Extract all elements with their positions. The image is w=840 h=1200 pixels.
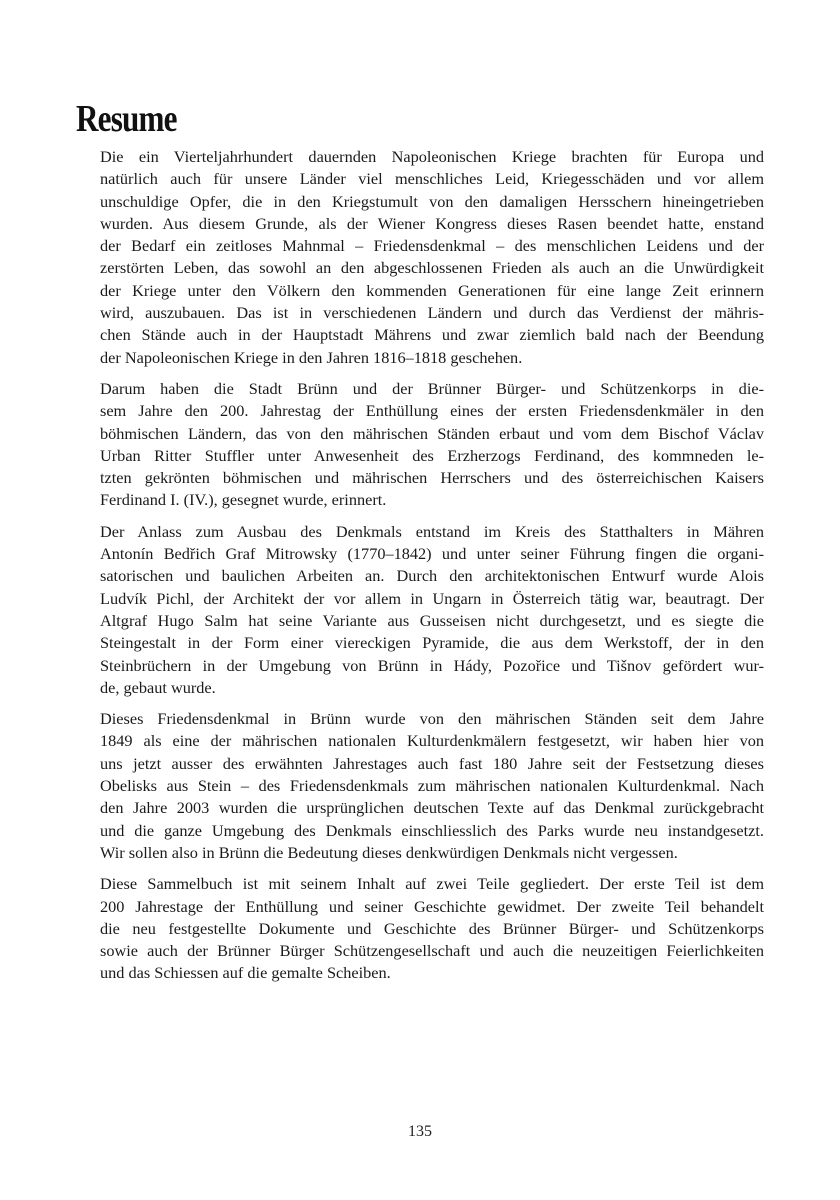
text-line: sem Jahre den 200. Jahrestag der Enthüllung eines der ersten Friedensdenkmäler in den [100, 401, 764, 421]
text-line: und das Schiessen auf die gemalte Scheiben. [100, 963, 391, 983]
text-line: chen Stände auch in der Hauptstadt Mährens und zwar ziemlich bald nach der Beendung [100, 325, 764, 345]
text-line: Steinbrüchern in der Umgebung von Brünn in Hády, Pozořice und Tišnov gefördert wur- [100, 655, 764, 675]
text-line: wird, auszubauen. Das ist in verschiedenen Ländern und durch das Verdienst der mähris- [100, 303, 764, 323]
text-line: den Jahre 2003 wurden die ursprünglichen deutschen Texte auf das Denkmal zurückgebracht [100, 798, 764, 818]
text-line: der Bedarf ein zeitloses Mahnmal – Friedensdenkmal – des menschlichen Leidens und der [100, 236, 764, 256]
text-line: sowie auch der Brünner Bürger Schützengesellschaft und auch die neuzeitigen Feierlichkeiten [100, 941, 764, 961]
text-line: unschuldige Opfer, die in den Kriegstumult von den damaligen Hersschern hineingetrieben [100, 191, 764, 211]
text-line: Altgraf Hugo Salm hat seine Variante aus Gusseisen nicht durchgesetzt, und es siegte die [100, 610, 764, 630]
text-line: Ludvík Pichl, der Architekt der vor allem in Ungarn in Österreich tätig war, beautragt. Der [100, 588, 764, 608]
text-line: Wir sollen also in Brünn die Bedeutung dieses denkwürdigen Denkmals nicht vergessen. [100, 842, 678, 862]
text-line: de, gebaut wurde. [100, 677, 216, 697]
body-text [76, 146, 764, 994]
text-line: Ferdinand I. (IV.), gesegnet wurde, erinnert. [100, 490, 387, 510]
text-line: Darum haben die Stadt Brünn und der Brünner Bürger- und Schützenkorps in die- [100, 378, 764, 398]
paragraph-2 [76, 378, 764, 512]
text-line: satorischen und baulichen Arbeiten an. Durch den architektonischen Entwurf wurde Alois [100, 566, 764, 586]
text-line: Antonín Bedřich Graf Mitrowsky (1770–1842) und unter seiner Führung fingen die organi- [100, 544, 764, 564]
text-line: natürlich auch für unsere Länder viel menschliches Leid, Kriegesschäden und vor allem [100, 169, 764, 189]
page-title: Resume [76, 98, 177, 140]
text-line: wurden. Aus diesem Grunde, als der Wiener Kongress dieses Rasen beendet hatte, enstand [100, 213, 764, 233]
paragraph-5 [76, 873, 764, 984]
text-line: Steingestalt in der Form einer viereckigen Pyramide, die aus dem Werkstoff, der in den [100, 633, 764, 653]
text-line: Die ein Vierteljahrhundert dauernden Napoleonischen Kriege brachten für Europa und [100, 147, 764, 166]
text-line: Urban Ritter Stuffler unter Anwesenheit des Erzherzogs Ferdinand, des kommneden le- [100, 445, 764, 465]
text-line: uns jetzt ausser des erwähnten Jahrestages auch fast 180 Jahre seit der Festsetzung dieses [100, 753, 764, 773]
text-line: zerstörten Leben, das sowohl an den abgeschlossenen Frieden als auch an die Unwürdigkeit [100, 258, 764, 278]
text-line: Diese Sammelbuch ist mit seinem Inhalt auf zwei Teile gegliedert. Der erste Teil ist dem [100, 874, 764, 894]
text-line: die neu festgestellte Dokumente und Geschichte des Brünner Bürger- und Schützenkorps [100, 918, 764, 938]
text-line: der Napoleonischen Kriege in den Jahren 1816–1818 geschehen. [100, 347, 523, 367]
text-line: böhmischen Ländern, das von den mährischen Ständen erbaut und vom dem Bischof Václav [100, 423, 764, 443]
text-line: der Kriege unter den Völkern den kommenden Generationen für eine lange Zeit erinnern [100, 280, 764, 300]
text-line: und die ganze Umgebung des Denkmals einschliesslich des Parks wurde neu instandgesetzt. [100, 820, 764, 840]
text-line: Obelisks aus Stein – des Friedensdenkmals zum mährischen nationalen Kulturdenkmal. Nach [100, 776, 764, 796]
paragraph-3 [76, 521, 764, 699]
text-line: tzten gekrönten böhmischen und mährischen Herrschers und des österreichischen Kaisers [100, 468, 764, 488]
page-number: 135 [408, 1123, 432, 1140]
text-line: 200 Jahrestage der Enthüllung und seiner Geschichte gewidmet. Der zweite Teil behandelt [100, 896, 764, 916]
text-line: Dieses Friedensdenkmal in Brünn wurde von den mährischen Ständen seit dem Jahre [100, 709, 764, 729]
paragraph-4 [76, 708, 764, 864]
text-line: Der Anlass zum Ausbau des Denkmals entstand im Kreis des Statthalters in Mähren [100, 521, 764, 541]
text-line: 1849 als eine der mährischen nationalen Kulturdenkmälern festgesetzt, wir haben hier von [100, 731, 764, 751]
paragraph-1 [76, 146, 764, 369]
